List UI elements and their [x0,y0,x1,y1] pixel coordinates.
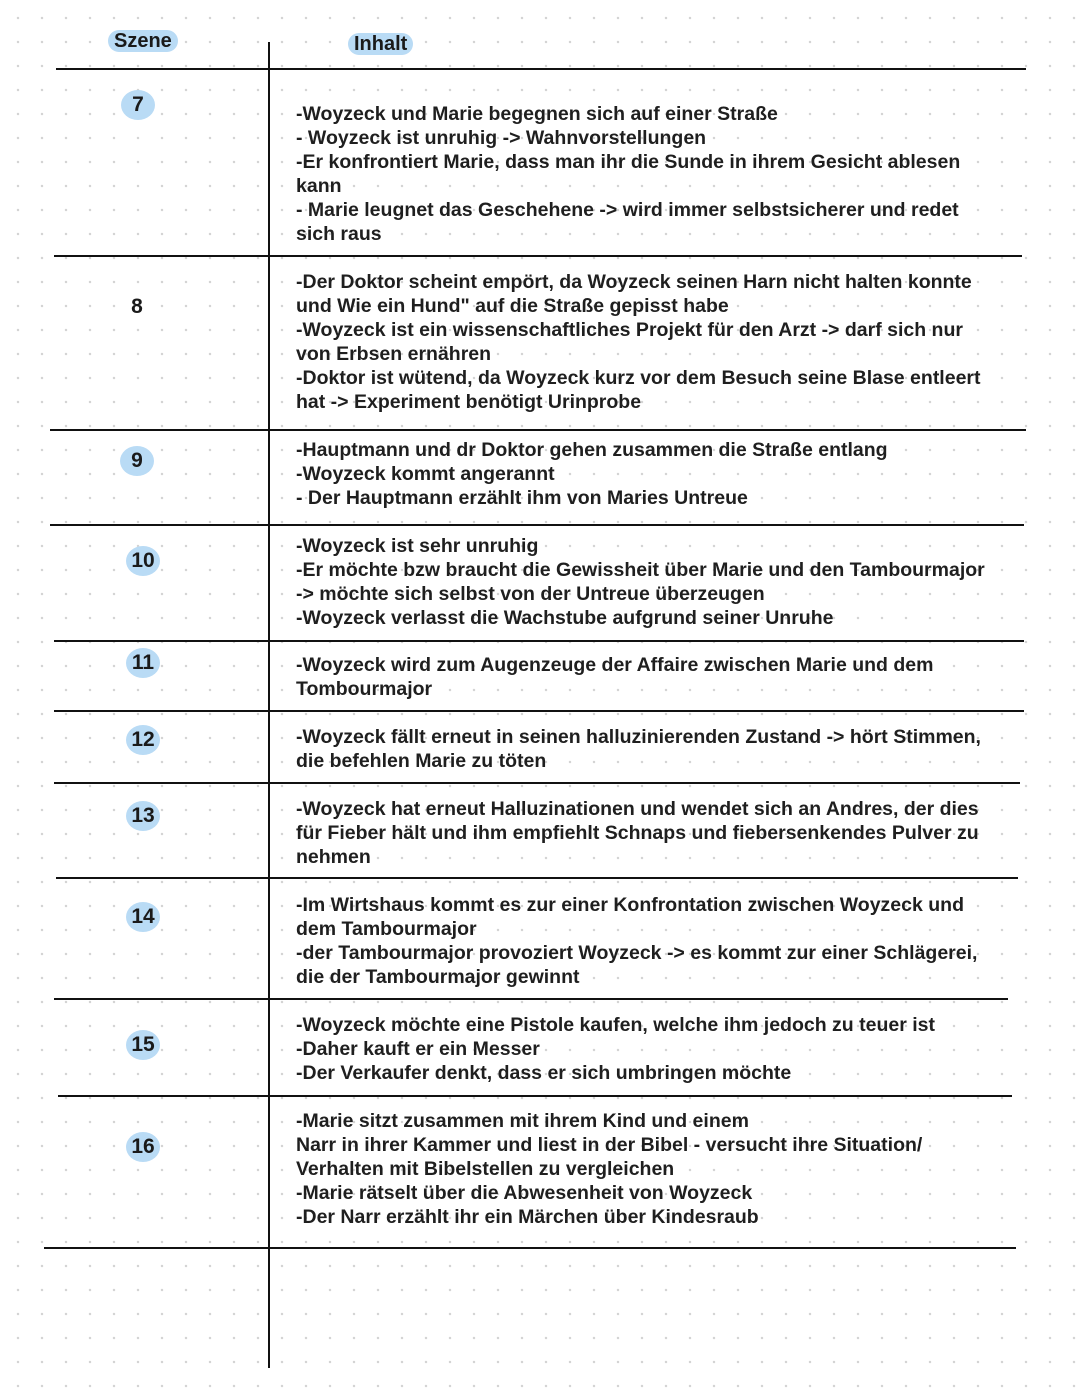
row-rule [54,782,1020,784]
row-rule [54,640,1024,642]
scene-number: 12 [126,725,160,755]
header-rule [56,68,1026,70]
row-rule [54,998,1008,1000]
scene-number: 8 [131,295,143,318]
scene-content: -Marie sitzt zusammen mit ihrem Kind und einem Narr in ihrer Kammer und liest in der Bibel - versucht ihre Situation/ Verhalten mit Bibelstellen zu vergleichen -Marie rätselt über die Abwesenheit von Woyzeck -Der Narr erzählt ihr ein Märchen über Kindesraub [296,1110,923,1228]
scene-content: -Woyzeck ist sehr unruhig -Er möchte bzw braucht die Gewissheit über Marie und den Tambourmajor -> möchte sich selbst von der Untreue überzeugen -Woyzeck verlasst die Wachstube aufgrund seiner Unruhe [296,535,985,629]
scene-content: -Woyzeck wird zum Augenzeuge der Affaire zwischen Marie und dem Tombourmajor [296,654,934,700]
scene-content: -Im Wirtshaus kommt es zur einer Konfrontation zwischen Woyzeck und dem Tambourmajor -der Tambourmajor provoziert Woyzeck -> es kommt zur einer Schlägerei, die der Tambourmajor gewinnt [296,894,978,988]
row-rule [50,524,1024,526]
scene-content: -Der Doktor scheint empört, da Woyzeck seinen Harn nicht halten konnte und Wie ein Hund" auf die Straße gepisst habe -Woyzeck ist ein wissenschaftliches Projekt für den Arzt -> darf sich nur von Erbsen ernähren -Doktor ist wütend, da Woyzeck kurz vor dem Besuch seine Blase entleert hat -> Experiment benötigt Urinprobe [296,271,981,413]
header-inhalt [348,33,413,56]
scene-content: -Woyzeck fällt erneut in seinen halluzinierenden Zustand -> hört Stimmen, die befehlen Marie zu töten [296,726,981,772]
scene-number: 15 [126,1030,160,1060]
row-rule [44,1247,1016,1249]
row-rule [50,429,1026,431]
scene-number: 7 [121,90,155,120]
scene-number: 13 [126,801,160,831]
scene-number: 9 [120,446,154,476]
scene-content: -Woyzeck möchte eine Pistole kaufen, welche ihm jedoch zu teuer ist -Daher kauft er ein Messer -Der Verkaufer denkt, dass er sich umbringen möchte [296,1014,935,1084]
scene-content: -Woyzeck hat erneut Halluzinationen und wendet sich an Andres, der dies für Fieber hält und ihm empfiehlt Schnaps und fiebersenkendes Pulver zu nehmen [296,798,979,868]
header-inhalt-label: Inhalt [348,33,413,55]
column-divider [268,42,270,1368]
scene-content: -Hauptmann und dr Doktor gehen zusammen die Straße entlang -Woyzeck kommt angerannt - Der Hauptmann erzählt ihm von Maries Untreue [296,439,888,509]
row-rule [58,1095,1012,1097]
scene-number: 10 [126,546,160,576]
row-rule [56,877,1018,879]
header-szene-label: Szene [108,30,178,52]
scene-number: 14 [126,902,160,932]
scene-content: -Woyzeck und Marie begegnen sich auf einer Straße - Woyzeck ist unruhig -> Wahnvorstellungen -Er konfrontiert Marie, dass man ihr die Sunde in ihrem Gesicht ablesen kann - Marie leugnet das Geschehene -> wird immer selbstsicherer und redet sich raus [296,103,961,245]
row-rule [54,710,1024,712]
scene-number: 16 [126,1132,160,1162]
row-rule [54,255,1022,257]
header-szene [108,30,178,53]
scene-number: 11 [126,648,160,678]
